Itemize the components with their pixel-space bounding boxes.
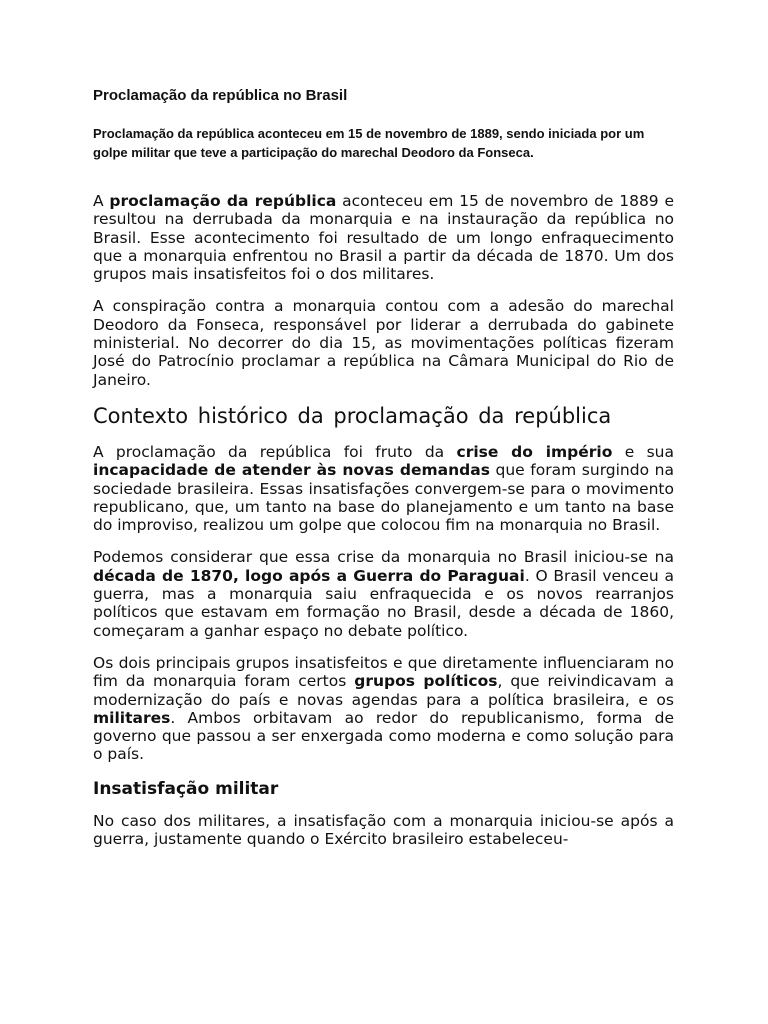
- document-subtitle: Proclamação da república aconteceu em 15 de novembro de 1889, sendo iniciada por um golpe militar que teve a participação do marechal Deodoro da Fonseca.: [93, 126, 645, 160]
- text-run: A proclamação da república foi fruto da: [93, 442, 457, 461]
- text-run: . Ambos orbitavam ao redor do republicanismo, forma de governo que passou a ser enxergada como moderna e como solução para o país.: [93, 708, 674, 764]
- text-run: . O Brasil venceu a guerra, mas a monarquia saiu enfraquecida e os novos rearranjos políticos que estavam em formação no Brasil, desde a década de 1860, começaram a ganhar espaço no debate político.: [93, 566, 674, 640]
- bold-run: incapacidade de atender às novas demandas: [93, 461, 490, 480]
- text-run: , que reivindicavam a modernização do país e novas agendas para a política brasileira, e os: [93, 672, 674, 709]
- bold-run: militares: [93, 708, 171, 727]
- text-run: Os dois principais grupos insatisfeitos e que diretamente influenciaram no fim da monarquia foram certos: [93, 653, 674, 691]
- section-heading-insatisfacao-militar: Insatisfação militar: [93, 778, 279, 799]
- text-run: A: [93, 192, 110, 210]
- text-run: e sua: [612, 442, 674, 461]
- text-run: Podemos considerar que essa crise da monarquia no Brasil iniciou-se na: [93, 548, 674, 567]
- text-run: que foram surgindo na sociedade brasileira. Essas insatisfações convergem-se para o movimento republicano, que, um tanto na base do planejamento e um tanto na base do improviso, realizou um golpe que colocou fim na monarquia no Brasil.: [93, 461, 674, 535]
- document-page: [93, 86, 674, 862]
- bold-run: crise do império: [456, 442, 613, 461]
- section-heading-contexto: Contexto histórico da proclamação da república: [93, 403, 612, 428]
- text-run: aconteceu em 15 de novembro de 1889 e resultou na derrubada da monarquia e na instauração da república no Brasil. Esse acontecimento foi resultado de um longo enfraquecimento que a monarquia enfrentou no Brasil a partir da década de 1870. Um dos grupos mais insatisfeitos foi o dos militares.: [93, 192, 674, 284]
- bold-run: proclamação da república: [109, 192, 337, 210]
- intro-paragraph-2: A conspiração contra a monarquia contou com a adesão do marechal Deodoro da Fonseca, responsável por liderar a derrubada do gabinete ministerial. No decorrer do dia 15, as movimentações políticas fizeram José do Patrocínio proclamar a república na Câmara Municipal do Rio de Janeiro.: [93, 297, 674, 389]
- bold-run: década de 1870, logo após a Guerra do Paraguai: [93, 566, 525, 585]
- section1-paragraph-3: [93, 654, 674, 764]
- section1-paragraph-1: [93, 443, 674, 534]
- document-title: Proclamação da república no Brasil: [93, 87, 348, 104]
- section2-paragraph-1: No caso dos militares, a insatisfação com a monarquia iniciou-se após a guerra, justamente quando o Exército brasileiro estabeleceu-: [93, 811, 674, 849]
- section1-paragraph-2: [93, 548, 674, 639]
- intro-paragraph-1: [93, 192, 674, 283]
- bold-run: grupos políticos: [354, 672, 498, 691]
